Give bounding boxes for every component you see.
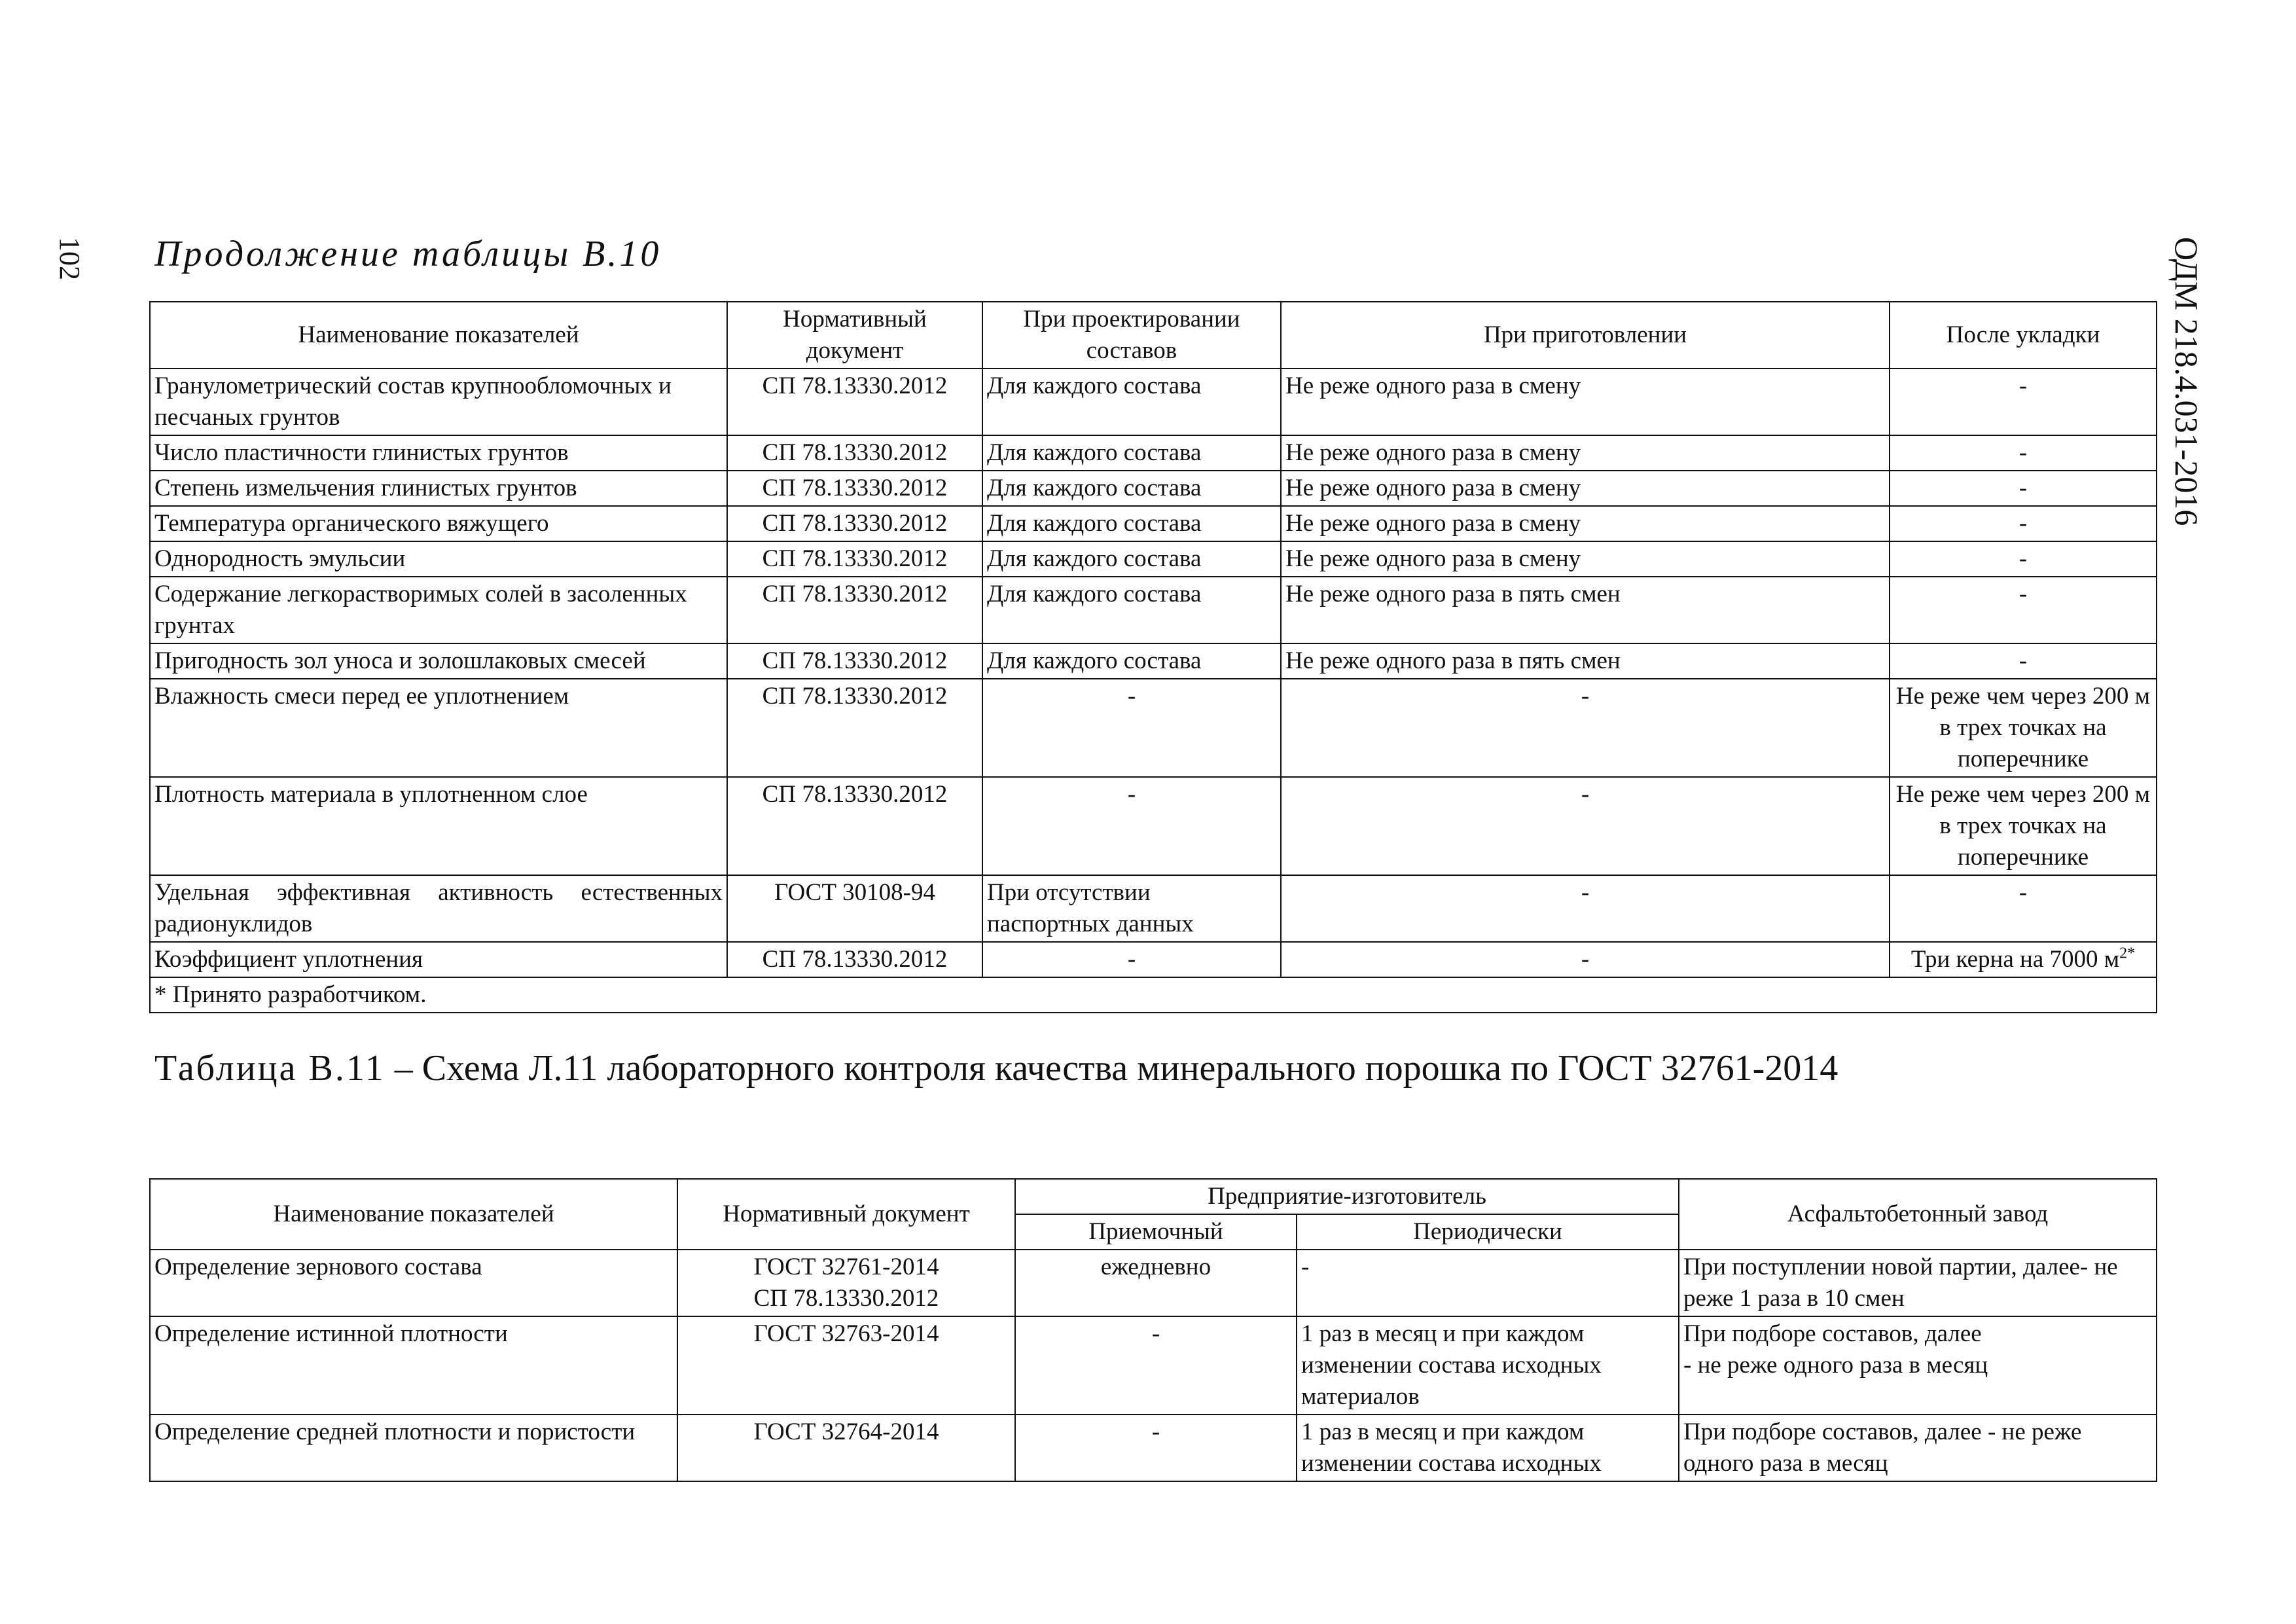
asphalt-plant-cell: При подборе составов, далее - не реже одного раза в месяц: [1679, 1316, 2157, 1415]
caption-text: – Схема Л.11 лабораторного контроля качества минерального порошка по ГОСТ 32761-2014: [385, 1048, 1839, 1089]
header-enterprise: Предприятие-изготовитель: [1015, 1179, 1679, 1214]
normative-doc-cell: СП 78.13330.2012: [727, 471, 982, 506]
indicator-cell: Однородность эмульсии: [150, 541, 727, 577]
design-cell: Для каждого состава: [982, 577, 1281, 643]
caption-label: Таблица В.11: [154, 1048, 386, 1089]
header-after-laying: После укладки: [1890, 302, 2157, 369]
preparation-cell: Не реже одного раза в смену: [1281, 471, 1890, 506]
header-normative-doc: Нормативный документ: [677, 1179, 1015, 1250]
periodic-cell: 1 раз в месяц и при каждом изменении состава исходных: [1297, 1415, 1679, 1481]
header-indicator-name: Наименование показателей: [150, 302, 727, 369]
design-cell: Для каждого состава: [982, 471, 1281, 506]
after-laying-cell: -: [1890, 435, 2157, 471]
table-row: [150, 541, 2157, 577]
indicator-cell: Пригодность зол уноса и золошлаковых смесей: [150, 643, 727, 679]
table-v11-caption: [154, 1047, 1838, 1089]
table-row: [150, 577, 2157, 643]
normative-doc-cell: СП 78.13330.2012: [727, 541, 982, 577]
preparation-cell: -: [1281, 679, 1890, 777]
header-indicator-name: Наименование показателей: [150, 1179, 677, 1250]
design-cell: -: [982, 942, 1281, 977]
preparation-cell: -: [1281, 942, 1890, 977]
preparation-cell: Не реже одного раза в смену: [1281, 541, 1890, 577]
after-laying-cell: Не реже чем через 200 м в трех точках на поперечнике: [1890, 777, 2157, 875]
after-laying-cell: -: [1890, 471, 2157, 506]
table-row: [150, 777, 2157, 875]
periodic-cell: -: [1297, 1250, 1679, 1316]
normative-doc-cell: СП 78.13330.2012: [727, 643, 982, 679]
indicator-cell: Удельная эффективная активность естественных радионуклидов: [150, 875, 727, 942]
normative-doc-cell: ГОСТ 32764-2014: [677, 1415, 1015, 1481]
design-cell: При отсутствии паспортных данных: [982, 875, 1281, 942]
table-row: [150, 1250, 2157, 1316]
asphalt-plant-cell: При подборе составов, далее - не реже одного раза в месяц: [1679, 1415, 2157, 1481]
acceptance-cell: ежедневно: [1015, 1250, 1297, 1316]
table-v10-continuation: [149, 301, 2157, 1013]
table-row: [150, 942, 2157, 977]
design-cell: Для каждого состава: [982, 506, 1281, 541]
header-design: При проектировании составов: [982, 302, 1281, 369]
header-asphalt-plant: Асфальтобетонный завод: [1679, 1179, 2157, 1250]
table-row: [150, 643, 2157, 679]
preparation-cell: -: [1281, 875, 1890, 942]
continuation-title: Продолжение таблицы В.10: [154, 234, 662, 274]
table-row: [150, 875, 2157, 942]
footnote: * Принято разработчиком.: [150, 977, 2157, 1013]
preparation-cell: Не реже одного раза в смену: [1281, 435, 1890, 471]
indicator-cell: Определение истинной плотности: [150, 1316, 677, 1415]
after-laying-cell: -: [1890, 541, 2157, 577]
preparation-cell: Не реже одного раза в пять смен: [1281, 577, 1890, 643]
normative-doc-cell: СП 78.13330.2012: [727, 506, 982, 541]
header-acceptance: Приемочный: [1015, 1214, 1297, 1250]
indicator-cell: Гранулометрический состав крупнообломочных и песчаных грунтов: [150, 369, 727, 435]
table-row: [150, 506, 2157, 541]
normative-doc-cell: СП 78.13330.2012: [727, 679, 982, 777]
preparation-cell: Не реже одного раза в пять смен: [1281, 643, 1890, 679]
normative-doc-cell: СП 78.13330.2012: [727, 942, 982, 977]
page-number: 102: [54, 237, 86, 280]
table-row: [150, 1316, 2157, 1415]
normative-doc-cell: СП 78.13330.2012: [727, 777, 982, 875]
after-laying-cell: Три керна на 7000 $м^{2*}$: [1890, 942, 2157, 977]
table-row: [150, 679, 2157, 777]
table-row: [150, 1415, 2157, 1481]
design-cell: Для каждого состава: [982, 541, 1281, 577]
acceptance-cell: -: [1015, 1415, 1297, 1481]
design-cell: Для каждого состава: [982, 643, 1281, 679]
indicator-cell: Коэффициент уплотнения: [150, 942, 727, 977]
periodic-cell: 1 раз в месяц и при каждом изменении состава исходных материалов: [1297, 1316, 1679, 1415]
normative-doc-cell: СП 78.13330.2012: [727, 577, 982, 643]
header-preparation: При приготовлении: [1281, 302, 1890, 369]
after-laying-cell: -: [1890, 643, 2157, 679]
preparation-cell: Не реже одного раза в смену: [1281, 369, 1890, 435]
after-laying-cell: -: [1890, 506, 2157, 541]
indicator-cell: Степень измельчения глинистых грунтов: [150, 471, 727, 506]
normative-doc-cell: ГОСТ 30108-94: [727, 875, 982, 942]
preparation-cell: Не реже одного раза в смену: [1281, 506, 1890, 541]
design-cell: Для каждого состава: [982, 435, 1281, 471]
normative-doc-cell: ГОСТ 32761-2014 СП 78.13330.2012: [677, 1250, 1015, 1316]
design-cell: Для каждого состава: [982, 369, 1281, 435]
table-row: [150, 369, 2157, 435]
unit-superscript: 2*: [2119, 945, 2136, 962]
design-cell: -: [982, 679, 1281, 777]
indicator-cell: Число пластичности глинистых грунтов: [150, 435, 727, 471]
header-normative-doc: Нормативный документ: [727, 302, 982, 369]
after-laying-cell: -: [1890, 577, 2157, 643]
table-v11: [149, 1178, 2157, 1482]
normative-doc-cell: СП 78.13330.2012: [727, 435, 982, 471]
normative-doc-cell: ГОСТ 32763-2014: [677, 1316, 1015, 1415]
footnote-row: [150, 977, 2157, 1013]
after-laying-cell: Не реже чем через 200 м в трех точках на поперечнике: [1890, 679, 2157, 777]
normative-doc-cell: СП 78.13330.2012: [727, 369, 982, 435]
document-code: ОДМ 218.4.031-2016: [2168, 237, 2205, 526]
acceptance-cell: -: [1015, 1316, 1297, 1415]
after-laying-cell: -: [1890, 875, 2157, 942]
asphalt-plant-cell: При поступлении новой партии, далее- не реже 1 раза в 10 смен: [1679, 1250, 2157, 1316]
after-laying-cell: -: [1890, 369, 2157, 435]
table-row: [150, 435, 2157, 471]
indicator-cell: Плотность материала в уплотненном слое: [150, 777, 727, 875]
indicator-cell: Содержание легкорастворимых солей в засоленных грунтах: [150, 577, 727, 643]
header-periodic: Периодически: [1297, 1214, 1679, 1250]
design-cell: -: [982, 777, 1281, 875]
indicator-cell: Влажность смеси перед ее уплотнением: [150, 679, 727, 777]
indicator-cell: Определение средней плотности и пористости: [150, 1415, 677, 1481]
indicator-cell: Температура органического вяжущего: [150, 506, 727, 541]
table-row: [150, 471, 2157, 506]
preparation-cell: -: [1281, 777, 1890, 875]
indicator-cell: Определение зернового состава: [150, 1250, 677, 1316]
